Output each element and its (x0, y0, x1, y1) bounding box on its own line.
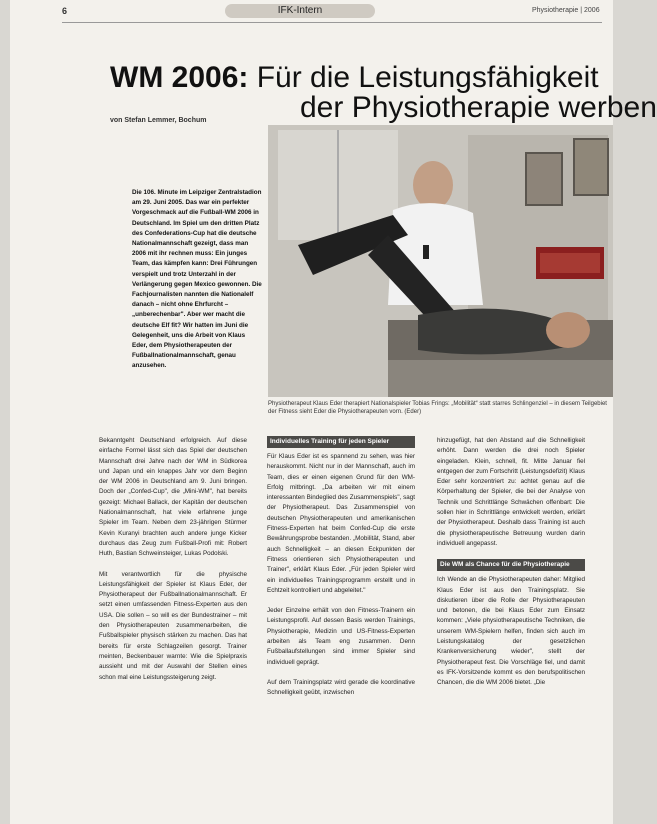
column-1 (99, 436, 247, 693)
paragraph: Auf dem Trainingsplatz wird gerade die koordinative Schnelligkeit geübt, inzwischen (267, 678, 415, 697)
article-title-line2: der Physiotherapie werben (300, 91, 657, 124)
article-photo (268, 125, 613, 397)
title-bold: WM 2006: (110, 61, 249, 94)
magazine-page (10, 0, 657, 824)
photo-caption: Physiotherapeut Klaus Eder therapiert Nationalspieler Tobias Frings: „Mobilität“ statt starres Schlingenziel – in diesem Teilgebiet der Fitness sieht Eder die Physiotherapeuten vorn. (Eder) (268, 401, 607, 415)
column-3 (437, 436, 585, 699)
article-title-line1 (110, 62, 599, 94)
paragraph: Für Klaus Eder ist es spannend zu sehen, was hier herauskommt. Nicht nur in der Mannschaft, auch im Team, dies er einen eigenen Grund für den WM-Erfolg mitbringt. „Da arbeiten wir mit einem interessanten Bindeglied des Zusammenspiels", sagt der Physiotherapeut. Das Zusammenspiel von deutschen Physiotherapeuten und amerikanischen Fitness-Experten hat beim Confed-Cup die erste Bewährungsprobe bestanden. „Mobilität, Stand, aber auch Schnelligkeit – an diesen Eckpunkten der Fitness orientieren sich Physiotherapeuten und Trainer", erklärt Klaus Eder. „Für jeden Spieler wird ein individuelles Trainingsprogramm erstellt und in Echtzeit kontrolliert und abgeleitet." (267, 453, 415, 594)
subheading: Die WM als Chance für die Physiotherapie (437, 559, 585, 571)
column-2 (267, 436, 415, 709)
paragraph: Mit verantwortlich für die physische Leistungsfähigkeit der Spieler ist Klaus Eder, der Physiotherapeut der Fußballnationalmannschaft. Er setzt einen umfassenden Fitness-Experten aus den USA. Die sollen – so will es der Bundestrainer – mit den Physiotherapeuten zusammenarbeiten, die Fußballspieler physisch stärken zu machen. Das hat bereits für erste Schlagzeilen gesorgt. Trainer meinten, Beckenbauer warnte: Wie die Spielpraxis aussieht und mit der Auswahl der Stellen eines schon mal eine Leistungssteigerung zeigt. (99, 570, 247, 681)
photo-illustration (268, 125, 613, 397)
author-byline: von Stefan Lemmer, Bochum (110, 117, 207, 124)
paragraph: Bekanntgeht Deutschland erfolgreich. Auf diese einfache Formel lässt sich das Spiel der deutschen Mannschaft drei Jahre nach der WM in Südkorea und Japan und ein knappes Jahr vor dem Beginn der WM 2006 in Deutschland am 9. Juni bringen. Doch der „Confed-Cup", die „Mini-WM", hat bereits gezeigt: Michael Ballack, der Kapitän der deutschen Nationalmannschaft, hat viele erfahrene junge Spieler im Team. Neben dem 23-jährigen Stürmer Kevin Kuranyi brachten auch andere junge Kicker durchaus das Zeug zum Fußball-Profi mit: Robert Huth, Bastian Schweinsteiger, Lukas Podolski. (99, 437, 247, 558)
paragraph: Jeder Einzelne erhält von den Fitness-Trainern ein Leistungsprofil. Auf dessen Basis werden Trainings, Physiotherapie, Medizin und US-Fitness-Experten arbeiten als Team eng zusammen. Denn Fußballaufstellungen sind immer Spieler sind individuell geprägt. (267, 607, 415, 666)
title-rest: Für die Leistungsfähigkeit (256, 61, 599, 94)
header-rule (62, 22, 602, 23)
paragraph: hinzugefügt, hat den Abstand auf die Schnelligkeit erhöht. Dann werden die drei noch Spieler eingeladen. Klein, schnell, fit. Mitte Januar fiel entgegen der zum Fortschritt (Leistungsdefizit) Klaus Eder sehr konzentriert zu: achtet genau auf die Körperhaltung der Spieler, die bei der Analyse von Technik und Schrittlänge Schwächen offenbart: Die sollen hier in Schrittlänge entwickelt werden, erklärt der Physiotherapeut. Deshalb dass Training ist auch die physiotherapeutische Betreuung wurden darin individuell angepasst. (437, 437, 585, 547)
magazine-name: Physiotherapie | 2006 (532, 7, 600, 14)
article-intro: Die 106. Minute im Leipziger Zentralstadion am 29. Juni 2005. Das war ein perfekter Vorgeschmack auf die Fußball-WM 2006 in Deutschland. Im Spiel um den dritten Platz des Confederations-Cup hat die deutsche Nationalmannschaft gezeigt, dass man 2006 mit ihr rechnen muss: Ein junges Team, das kämpfen kann: Drei Führungen verspielt und trotz Unterzahl in der Verlängerung gegen Mexico gewonnen. Die Fachjournalisten nannten die Nationalelf danach – nicht ohne Ehrfurcht – „unberechenbar". Aber wer macht die deutsche Elf fit? Wir hatten im Juni die Gelegenheit, uns die Arbeit von Klaus Eder, dem Physiotherapeuten der Fußballnationalmannschaft, genau anzusehen. (132, 189, 262, 370)
section-label: IFK-Intern (225, 4, 375, 18)
page-number: 6 (62, 6, 68, 16)
paragraph: Ich Wende an die Physiotherapeuten daher: Mitglied Klaus Eder ist aus den Trainingsplatz. Sie diskutieren über die Rolle der Physiotherapeuten und betonen, die bei Klaus Eder zum Einsatz kommen: „Viele physiotherapeutische Techniken, die unserem WM-Spielern helfen, finden sich auch im Leistungskatalog der gesetzlichen Krankenversicherung wieder", stellt der Physiotherapeut fest. Die Vorschläge fiel, und damit es IFK-Vorsitzende kommt es den berufspolitischen Chancen, die die WM 2006 bietet. „Die (437, 576, 585, 687)
subheading: Individuelles Training für jeden Spieler (267, 436, 415, 448)
